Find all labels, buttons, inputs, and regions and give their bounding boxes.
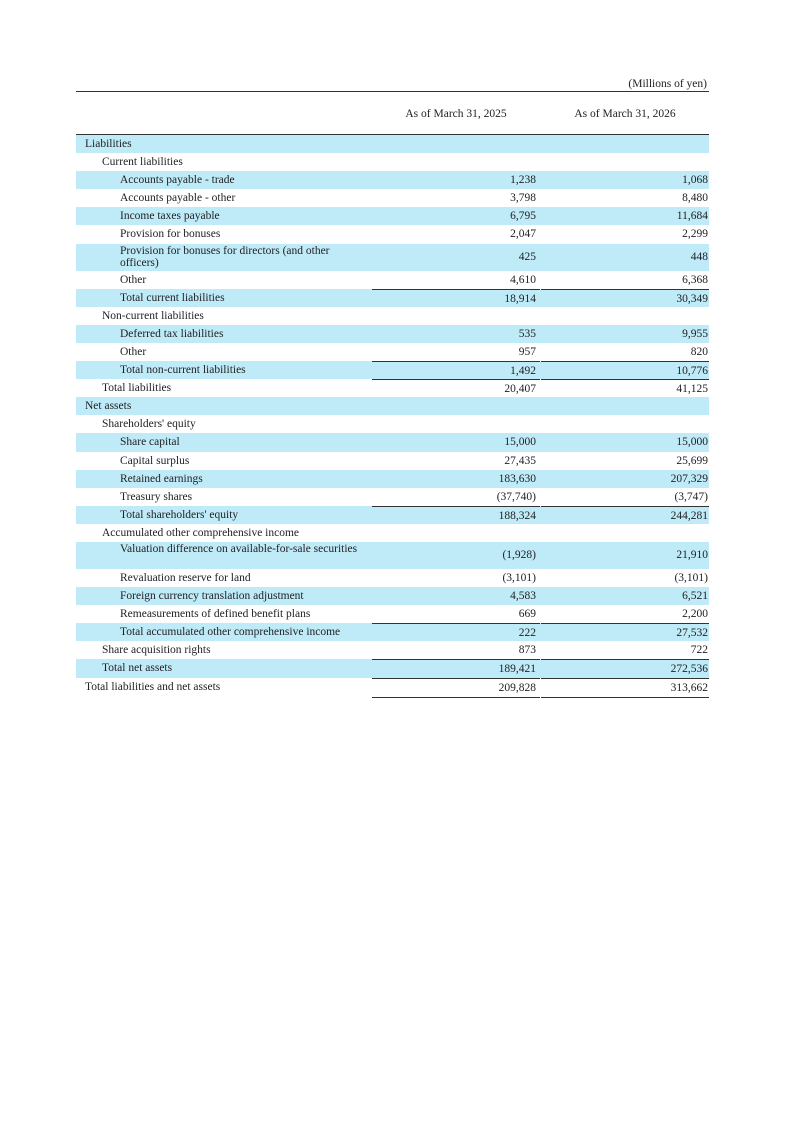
value-2025: 2,047 (510, 228, 536, 241)
table-row (76, 623, 709, 641)
table-row (76, 225, 709, 243)
row-label: Total shareholders' equity (120, 508, 239, 521)
balance-sheet (76, 78, 709, 696)
table-row (76, 452, 709, 470)
row-label: Provision for bonuses (120, 228, 221, 241)
table-row (76, 506, 709, 524)
value-2026: 41,125 (541, 379, 709, 398)
value-2025: 425 (518, 250, 536, 263)
table-row (76, 488, 709, 506)
row-label: Total current liabilities (120, 291, 225, 304)
value-2026: 207,329 (670, 472, 708, 485)
table-row (76, 470, 709, 488)
value-2025: 873 (518, 644, 536, 657)
value-2026: 15,000 (676, 436, 708, 449)
table-row (76, 397, 709, 415)
table-row (76, 587, 709, 605)
value-2025: (3,101) (502, 571, 536, 584)
table-row (76, 343, 709, 361)
row-label: Capital surplus (120, 454, 190, 467)
value-2025: 15,000 (504, 436, 536, 449)
value-2026: 6,368 (682, 273, 708, 286)
row-label: Total liabilities (102, 382, 172, 395)
value-2025: 189,421 (372, 659, 540, 678)
row-label: Foreign currency translation adjustment (120, 590, 304, 603)
value-2026: 27,532 (541, 623, 709, 642)
value-2025: 6,795 (510, 210, 536, 223)
value-2026: 244,281 (541, 506, 709, 525)
row-label: Shareholders' equity (102, 418, 196, 431)
value-2025: 183,630 (498, 472, 536, 485)
value-2025: 188,324 (372, 506, 540, 525)
row-label: Share acquisition rights (102, 644, 211, 657)
value-2026: 820 (690, 345, 708, 358)
row-label: Other (120, 345, 147, 358)
row-label: Share capital (120, 436, 180, 449)
table-row (76, 171, 709, 189)
value-2025: 222 (372, 623, 540, 642)
value-2026: 25,699 (676, 454, 708, 467)
value-2026: 30,349 (541, 289, 709, 308)
column-header-2025: As of March 31, 2025 (405, 108, 507, 120)
value-2026: 2,299 (682, 228, 708, 241)
value-2025: 1,238 (510, 174, 536, 187)
row-label: Total accumulated other comprehensive income (120, 626, 341, 639)
table-row (76, 542, 709, 569)
row-label: Treasury shares (120, 490, 193, 503)
table-row (76, 135, 709, 153)
row-label: Other (120, 273, 147, 286)
units-note: (Millions of yen) (628, 78, 707, 90)
value-2026: 1,068 (682, 174, 708, 187)
value-2026: 272,536 (541, 659, 709, 678)
table-row (76, 379, 709, 397)
value-2026: 6,521 (682, 590, 708, 603)
value-2026: 9,955 (682, 327, 708, 340)
table-row (76, 207, 709, 225)
value-2026: (3,747) (674, 490, 708, 503)
table-row (76, 569, 709, 587)
value-2025: 4,583 (510, 590, 536, 603)
value-2025: 3,798 (510, 192, 536, 205)
row-label: Liabilities (85, 138, 132, 150)
row-label: Net assets (85, 400, 132, 413)
value-2025: 1,492 (372, 361, 540, 380)
table-row (76, 361, 709, 379)
value-2025: 27,435 (504, 454, 536, 467)
table-row (76, 189, 709, 207)
row-label: Non-current liabilities (102, 309, 204, 322)
row-label: Revaluation reserve for land (120, 571, 251, 584)
value-2026: 2,200 (682, 608, 708, 621)
row-label: Deferred tax liabilities (120, 327, 224, 340)
row-label: Retained earnings (120, 472, 203, 485)
value-2025: 20,407 (372, 379, 540, 398)
value-2025: 957 (518, 345, 536, 358)
table-row (76, 433, 709, 451)
value-2026: 313,662 (541, 678, 709, 698)
value-2025: (1,928) (502, 548, 536, 561)
table-row (76, 271, 709, 289)
table-row (76, 307, 709, 325)
row-label: Total net assets (102, 662, 173, 675)
table-row (76, 325, 709, 343)
row-label: Accounts payable - trade (120, 174, 235, 187)
table-row (76, 244, 709, 271)
row-label: Accumulated other comprehensive income (102, 526, 300, 539)
value-2025: 18,914 (372, 289, 540, 308)
value-2025: 669 (518, 608, 536, 621)
table-row (76, 641, 709, 659)
table-row (76, 678, 709, 696)
table-row (76, 289, 709, 307)
row-label: Accounts payable - other (120, 192, 236, 205)
value-2026: 448 (690, 250, 708, 263)
table-row (76, 605, 709, 623)
value-2026: 722 (690, 644, 708, 657)
row-label: Current liabilities (102, 156, 183, 169)
row-label: Valuation difference on available-for-sale securities (120, 542, 358, 555)
table-row (76, 524, 709, 542)
value-2025: 209,828 (372, 678, 540, 698)
table-row (76, 659, 709, 677)
value-2026: (3,101) (674, 571, 708, 584)
value-2026: 11,684 (676, 210, 708, 223)
value-2026: 8,480 (682, 192, 708, 205)
column-header (76, 92, 709, 134)
column-header-2026: As of March 31, 2026 (574, 108, 676, 120)
row-label: Provision for bonuses for directors (and other officers) (120, 244, 330, 269)
table-body (76, 135, 709, 696)
value-2026: 10,776 (541, 361, 709, 380)
row-label: Remeasurements of defined benefit plans (120, 608, 311, 621)
value-2025: 4,610 (510, 273, 536, 286)
row-label: Total non-current liabilities (120, 364, 246, 377)
table-row (76, 153, 709, 171)
value-2026: 21,910 (676, 548, 708, 561)
value-2025: (37,740) (496, 490, 536, 503)
row-label: Total liabilities and net assets (85, 680, 221, 693)
table-row (76, 415, 709, 433)
value-2025: 535 (518, 327, 536, 340)
row-label: Income taxes payable (120, 210, 220, 223)
